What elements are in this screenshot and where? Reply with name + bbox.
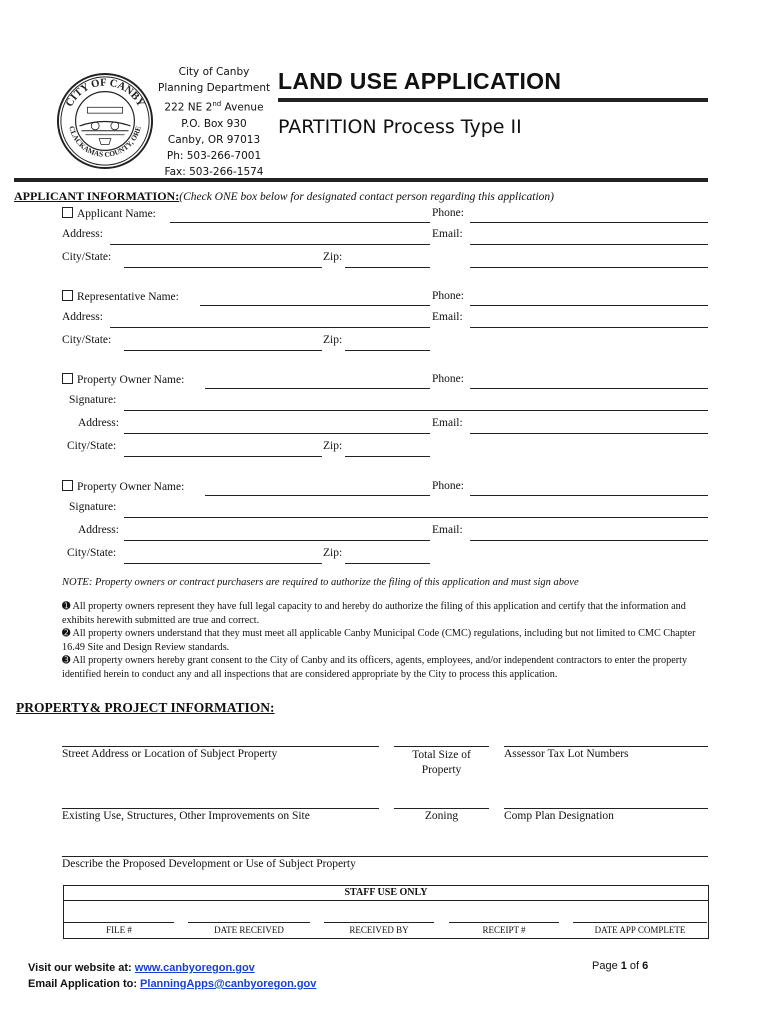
owner2-city-label: City/State: — [67, 547, 117, 559]
footer-email-row: Email Application to: PlanningApps@canbyoregon.gov — [28, 978, 317, 990]
owner2-checkbox[interactable] — [62, 480, 73, 491]
website-link[interactable]: www.canbyoregon.gov — [134, 962, 255, 974]
owner1-email-label: Email: — [432, 417, 463, 429]
city-seal-logo — [56, 72, 154, 170]
owner2-signature-field[interactable] — [124, 517, 708, 518]
owner2-email-label: Email: — [432, 524, 463, 536]
representative-phone-field[interactable] — [470, 305, 708, 306]
representative-zip-field[interactable] — [345, 350, 430, 351]
owner1-name-label: Property Owner Name: — [77, 374, 185, 386]
staff-use-title: STAFF USE ONLY — [344, 887, 428, 898]
dept-city: City of Canby — [178, 66, 250, 78]
applicant-checkbox[interactable] — [62, 207, 73, 218]
statement-cmc-regulations: ➋ All property owners understand that they must meet all applicable Canby Municipal Code (CMC) regulations, including but not limited to CMC Chapter 16.49 Site and Design Review standards. — [62, 628, 696, 653]
representative-email-label: Email: — [432, 311, 463, 323]
file-number-label: FILE # — [106, 925, 132, 935]
statement-inspection-consent: ➌ All property owners hereby grant consent to the City of Canby and its officers, agents, employees, and/or independent contractors to enter the property identified herein to conduct any and all inspections that are considered appropriate by the City to process this application. — [62, 655, 688, 680]
owner1-zip-field[interactable] — [345, 456, 430, 457]
representative-name-row[interactable] — [62, 290, 179, 303]
applicant-city-label: City/State: — [62, 251, 112, 263]
applicant-name-row[interactable] — [62, 207, 156, 220]
owner1-checkbox[interactable] — [62, 373, 73, 384]
owner2-address-field[interactable] — [124, 540, 430, 541]
applicant-name-label: Applicant Name: — [77, 208, 156, 220]
dept-name: Planning Department — [158, 82, 271, 94]
received-by-field[interactable] — [324, 922, 434, 923]
property-section-heading: PROPERTY& PROJECT INFORMATION: — [16, 700, 275, 715]
statement-legal-capacity: ➊ All property owners represent they have full legal capacity to and hereby do authorize the filing of this application and certify that the information and exhibits herewith submitted are true and correct. — [62, 601, 686, 626]
owner-authorization-note: NOTE: Property owners or contract purchasers are required to authorize the filing of this application and must sign above — [62, 577, 579, 588]
applicant-address-field[interactable] — [110, 244, 430, 245]
owner2-name-label: Property Owner Name: — [77, 481, 185, 493]
applicant-phone-label: Phone: — [432, 207, 464, 219]
title-divider — [278, 98, 708, 102]
date-app-complete-label: DATE APP COMPLETE — [594, 925, 686, 935]
owner2-name-field[interactable] — [205, 495, 430, 496]
owner2-zip-field[interactable] — [345, 563, 430, 564]
owner1-city-field[interactable] — [124, 456, 322, 457]
proposed-development-field[interactable] — [62, 856, 708, 857]
dept-phone: Ph: 503-266-7001 — [166, 149, 262, 162]
representative-email-field[interactable] — [470, 327, 708, 328]
page-subtitle: PARTITION Process Type II — [278, 116, 522, 138]
email-link[interactable]: PlanningApps@canbyoregon.gov — [140, 978, 317, 990]
street-address-label: Street Address or Location of Subject Property — [62, 748, 278, 760]
receipt-number-label: RECEIPT # — [482, 925, 526, 935]
street-address-field[interactable] — [62, 746, 379, 747]
applicant-zip-field[interactable] — [345, 267, 430, 268]
comp-plan-label: Comp Plan Designation — [504, 810, 614, 822]
applicant-zip-label: Zip: — [323, 251, 343, 263]
applicant-extra-field[interactable] — [470, 267, 708, 268]
zoning-label: Zoning — [424, 810, 459, 822]
representative-checkbox[interactable] — [62, 290, 73, 301]
date-received-label: DATE RECEIVED — [214, 925, 284, 935]
owner1-zip-label: Zip: — [323, 440, 343, 452]
owner1-address-field[interactable] — [124, 433, 430, 434]
owner2-city-field[interactable] — [124, 563, 322, 564]
footer-contact — [28, 960, 316, 992]
proposed-development-label: Describe the Proposed Development or Use of Subject Property — [62, 858, 356, 870]
owner2-zip-label: Zip: — [323, 547, 343, 559]
applicant-name-field[interactable] — [170, 222, 430, 223]
dept-street: 222 NE 2nd Avenue — [164, 100, 264, 114]
owner2-signature-label: Signature: — [69, 501, 117, 513]
applicant-address-label: Address: — [62, 228, 103, 240]
owner2-phone-field[interactable] — [470, 495, 708, 496]
page-title: LAND USE APPLICATION — [278, 68, 562, 94]
received-by-label: RECEIVED BY — [349, 925, 409, 935]
representative-city-label: City/State: — [62, 334, 112, 346]
dept-pobox: P.O. Box 930 — [181, 117, 247, 130]
owner1-signature-field[interactable] — [124, 410, 708, 411]
representative-address-label: Address: — [62, 311, 103, 323]
tax-lot-field[interactable] — [504, 746, 708, 747]
header-divider — [14, 178, 708, 182]
representative-phone-label: Phone: — [432, 290, 464, 302]
department-address — [158, 64, 270, 180]
owner2-email-field[interactable] — [470, 540, 708, 541]
date-received-field[interactable] — [188, 922, 310, 923]
dept-city-zip: Canby, OR 97013 — [167, 133, 261, 146]
owner2-name-row[interactable] — [62, 480, 184, 493]
existing-use-label: Existing Use, Structures, Other Improvements on Site — [62, 810, 310, 822]
owner1-name-field[interactable] — [205, 388, 430, 389]
owner1-phone-label: Phone: — [432, 373, 464, 385]
representative-zip-label: Zip: — [323, 334, 343, 346]
total-size-label: Total Size of Property — [412, 749, 471, 776]
owner1-phone-field[interactable] — [470, 388, 708, 389]
owner2-phone-label: Phone: — [432, 480, 464, 492]
representative-city-field[interactable] — [124, 350, 322, 351]
applicant-city-field[interactable] — [124, 267, 322, 268]
owner1-email-field[interactable] — [470, 433, 708, 434]
footer-website-row: Visit our website at: www.canbyoregon.gov — [28, 962, 255, 974]
applicant-email-label: Email: — [432, 228, 463, 240]
zoning-field[interactable] — [394, 808, 489, 809]
representative-name-field[interactable] — [200, 305, 430, 306]
owner1-address-label: Address: — [78, 417, 119, 429]
owner2-address-label: Address: — [78, 524, 119, 536]
file-number-field[interactable] — [64, 922, 174, 923]
owner1-signature-label: Signature: — [69, 394, 117, 406]
page-number: Page 1 of 6 — [592, 960, 649, 972]
date-app-complete-field[interactable] — [573, 922, 707, 923]
applicant-section-heading: APPLICANT INFORMATION:(Check ONE box below for designated contact person regarding this application) — [14, 189, 554, 203]
applicant-email-field[interactable] — [470, 244, 708, 245]
comp-plan-field[interactable] — [504, 808, 708, 809]
representative-address-field[interactable] — [110, 327, 430, 328]
receipt-number-field[interactable] — [449, 922, 559, 923]
existing-use-field[interactable] — [62, 808, 379, 809]
dept-fax: Fax: 503-266-1574 — [164, 165, 264, 178]
representative-name-label: Representative Name: — [77, 291, 179, 303]
total-size-field[interactable] — [394, 746, 489, 747]
applicant-phone-field[interactable] — [470, 222, 708, 223]
tax-lot-label: Assessor Tax Lot Numbers — [504, 748, 629, 760]
svg-text:CITY OF CANBY: CITY OF CANBY — [63, 76, 147, 109]
svg-text:CLACKAMAS COUNTY, ORE: CLACKAMAS COUNTY, ORE — [67, 125, 143, 159]
owner1-name-row[interactable] — [62, 373, 184, 386]
owner1-city-label: City/State: — [67, 440, 117, 452]
staff-use-divider — [63, 900, 709, 901]
